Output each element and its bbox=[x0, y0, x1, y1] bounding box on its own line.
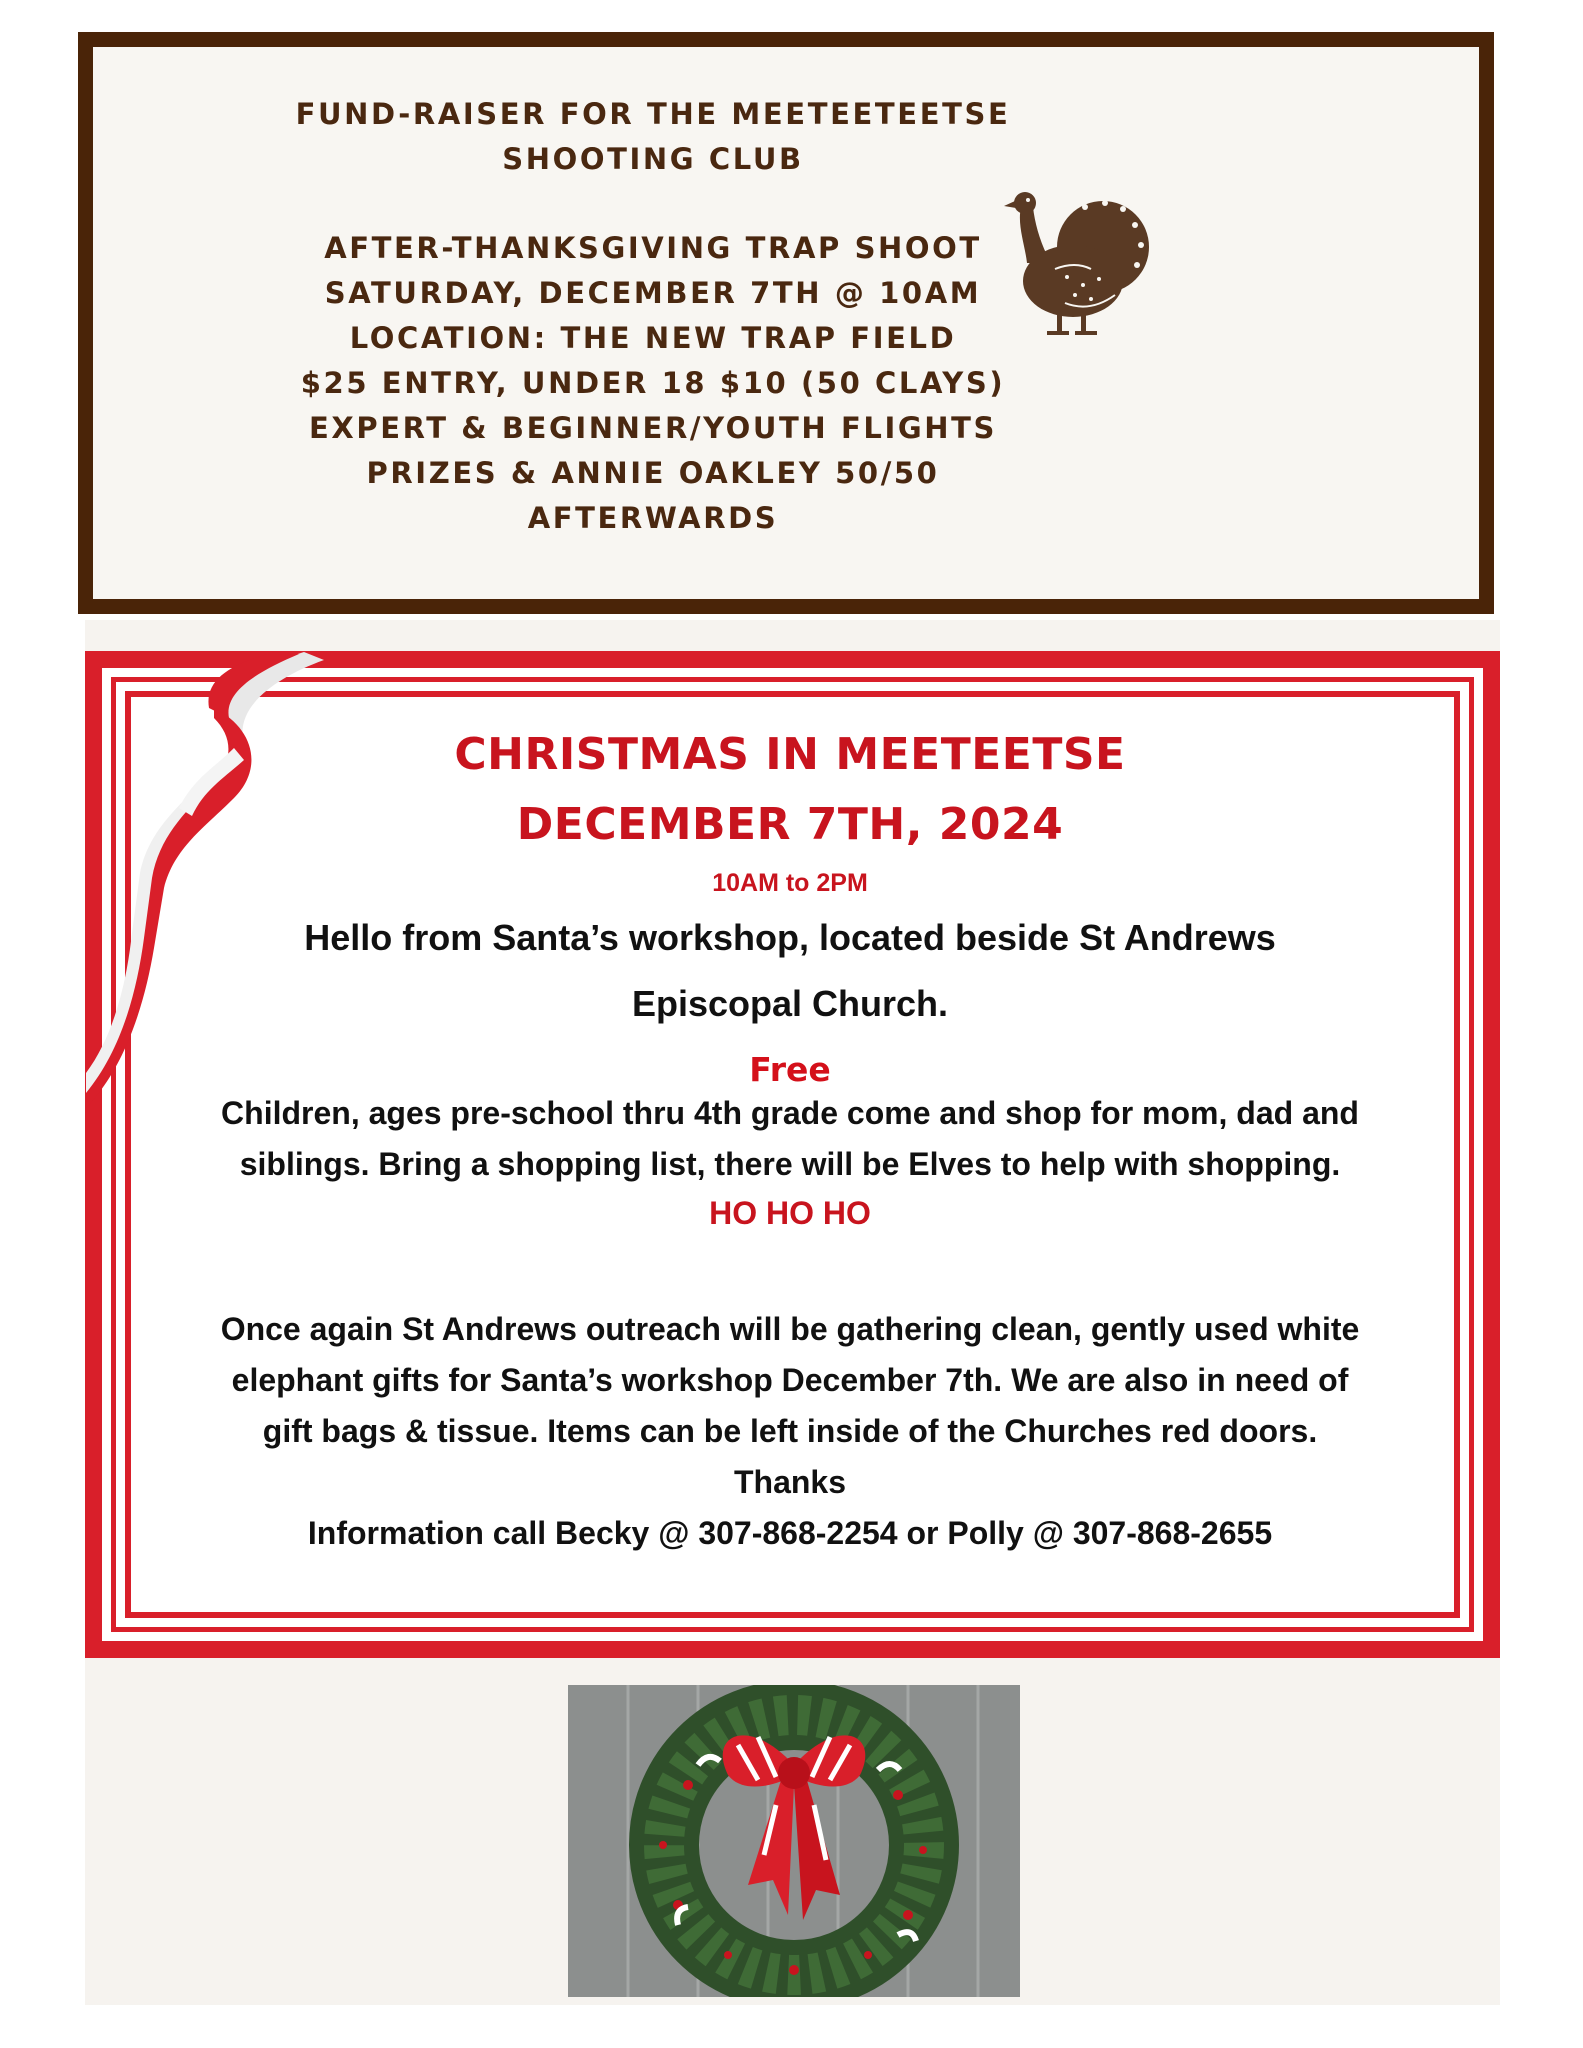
children-text-line: siblings. Bring a shopping list, there will be Elves to help with shopping. bbox=[239, 1146, 1341, 1182]
christmas-time: 10AM to 2PM bbox=[712, 869, 868, 897]
christmas-title: CHRISTMAS IN MEETEETSE bbox=[454, 729, 1126, 780]
fundraiser-detail-line: AFTERWARDS bbox=[527, 501, 779, 535]
children-text-line: Children, ages pre-school thru 4th grade come and shop for mom, dad and bbox=[221, 1095, 1359, 1131]
christmas-content bbox=[110, 720, 1470, 1559]
hello-text-line: Episcopal Church. bbox=[631, 983, 949, 1024]
fundraiser-heading-line: SHOOTING CLUB bbox=[502, 142, 804, 176]
outreach-text-line: gift bags & tissue. Items can be left inside of the Churches red doors. bbox=[262, 1413, 1318, 1449]
free-label: Free bbox=[749, 1050, 831, 1089]
fundraiser-detail-line: LOCATION: THE NEW TRAP FIELD bbox=[349, 321, 957, 355]
fundraiser-detail-line: AFTER-THANKSGIVING TRAP SHOOT bbox=[324, 231, 982, 265]
fundraiser-detail-line: SATURDAY, DECEMBER 7TH @ 10AM bbox=[324, 276, 982, 310]
ho-ho-ho-text: HO HO HO bbox=[709, 1195, 871, 1231]
hello-text-line: Hello from Santa’s workshop, located beside St Andrews bbox=[304, 917, 1276, 958]
fundraiser-flyer bbox=[78, 32, 1494, 614]
turkey-icon bbox=[995, 185, 1155, 345]
wreath-icon bbox=[568, 1685, 1020, 1997]
thanks-text: Thanks bbox=[733, 1464, 847, 1500]
christmas-date: DECEMBER 7TH, 2024 bbox=[516, 799, 1064, 850]
fundraiser-heading-line: FUND-RAISER FOR THE MEETEETEETSE bbox=[295, 97, 1011, 131]
contact-info: Information call Becky @ 307-868-2254 or Polly @ 307-868-2655 bbox=[307, 1515, 1273, 1551]
fundraiser-detail-line: PRIZES & ANNIE OAKLEY 50/50 bbox=[366, 456, 940, 490]
fundraiser-detail-line: EXPERT & BEGINNER/YOUTH FLIGHTS bbox=[308, 411, 998, 445]
outreach-text-line: Once again St Andrews outreach will be gathering clean, gently used white bbox=[220, 1311, 1360, 1347]
outreach-text-line: elephant gifts for Santa’s workshop December 7th. We are also in need of bbox=[231, 1362, 1349, 1398]
fundraiser-detail-line: $25 ENTRY, UNDER 18 $10 (50 CLAYS) bbox=[300, 366, 1006, 400]
fundraiser-text bbox=[253, 92, 1053, 541]
